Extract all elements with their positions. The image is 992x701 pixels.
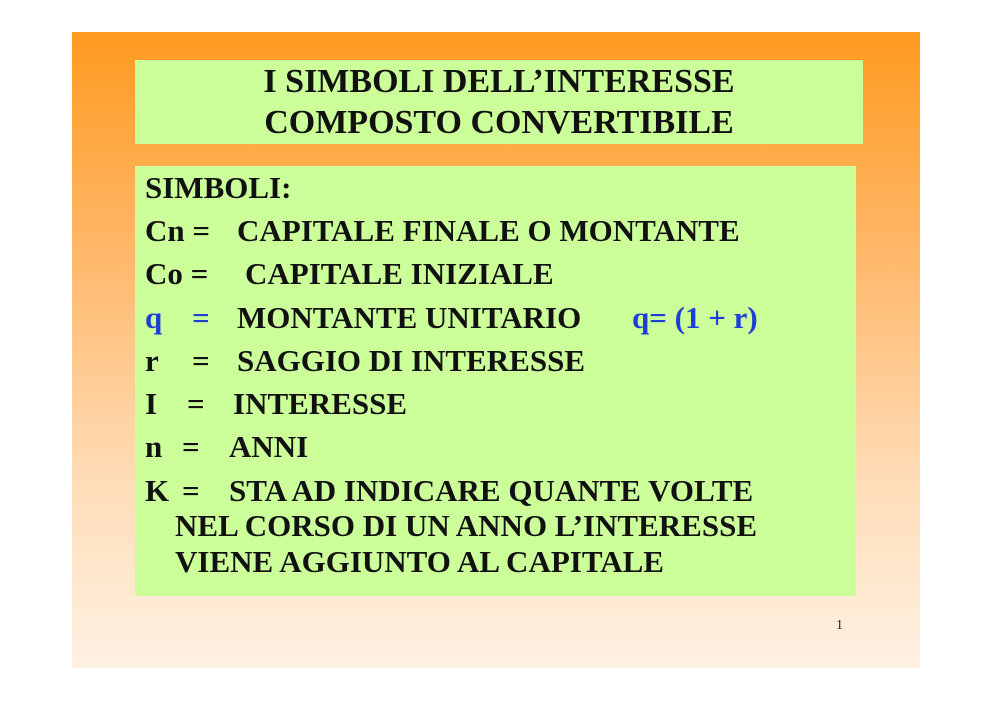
- slide: [72, 32, 920, 668]
- definition-cn: CAPITALE FINALE O MONTANTE: [237, 213, 740, 248]
- title-line-1: I SIMBOLI DELL’INTERESSE: [263, 63, 735, 100]
- formula-q: q= (1 + r): [632, 300, 758, 335]
- title-box: [135, 60, 863, 144]
- title-line-2: COMPOSTO CONVERTIBILE: [264, 104, 734, 141]
- definition-co: CAPITALE INIZIALE: [245, 256, 554, 291]
- definition-n: ANNI: [229, 429, 309, 464]
- equals-r: =: [192, 343, 210, 378]
- symbol-n: n: [145, 429, 163, 464]
- symbol-cn: Cn =: [145, 213, 211, 248]
- equals-n: =: [182, 429, 200, 464]
- symbol-i: I: [145, 386, 158, 421]
- definition-q: MONTANTE UNITARIO: [237, 300, 582, 335]
- equals-i: =: [187, 386, 205, 421]
- definition-k-line-2: NEL CORSO DI UN ANNO L’INTERESSE: [175, 508, 757, 543]
- definition-k-line-3: VIENE AGGIUNTO AL CAPITALE: [175, 544, 664, 579]
- symbols-box: [135, 166, 856, 596]
- definition-r: SAGGIO DI INTERESSE: [237, 343, 586, 378]
- equals-k: =: [182, 473, 200, 508]
- page-number: 1: [836, 618, 843, 633]
- symbols-heading: SIMBOLI:: [145, 170, 292, 205]
- definition-k-line-1: STA AD INDICARE QUANTE VOLTE: [229, 473, 754, 508]
- symbol-k: K: [145, 473, 170, 508]
- equals-q: =: [192, 300, 210, 335]
- symbol-r: r: [145, 343, 159, 378]
- symbol-co: Co =: [145, 256, 209, 291]
- symbol-q: q: [145, 300, 163, 335]
- definition-i: INTERESSE: [233, 386, 408, 421]
